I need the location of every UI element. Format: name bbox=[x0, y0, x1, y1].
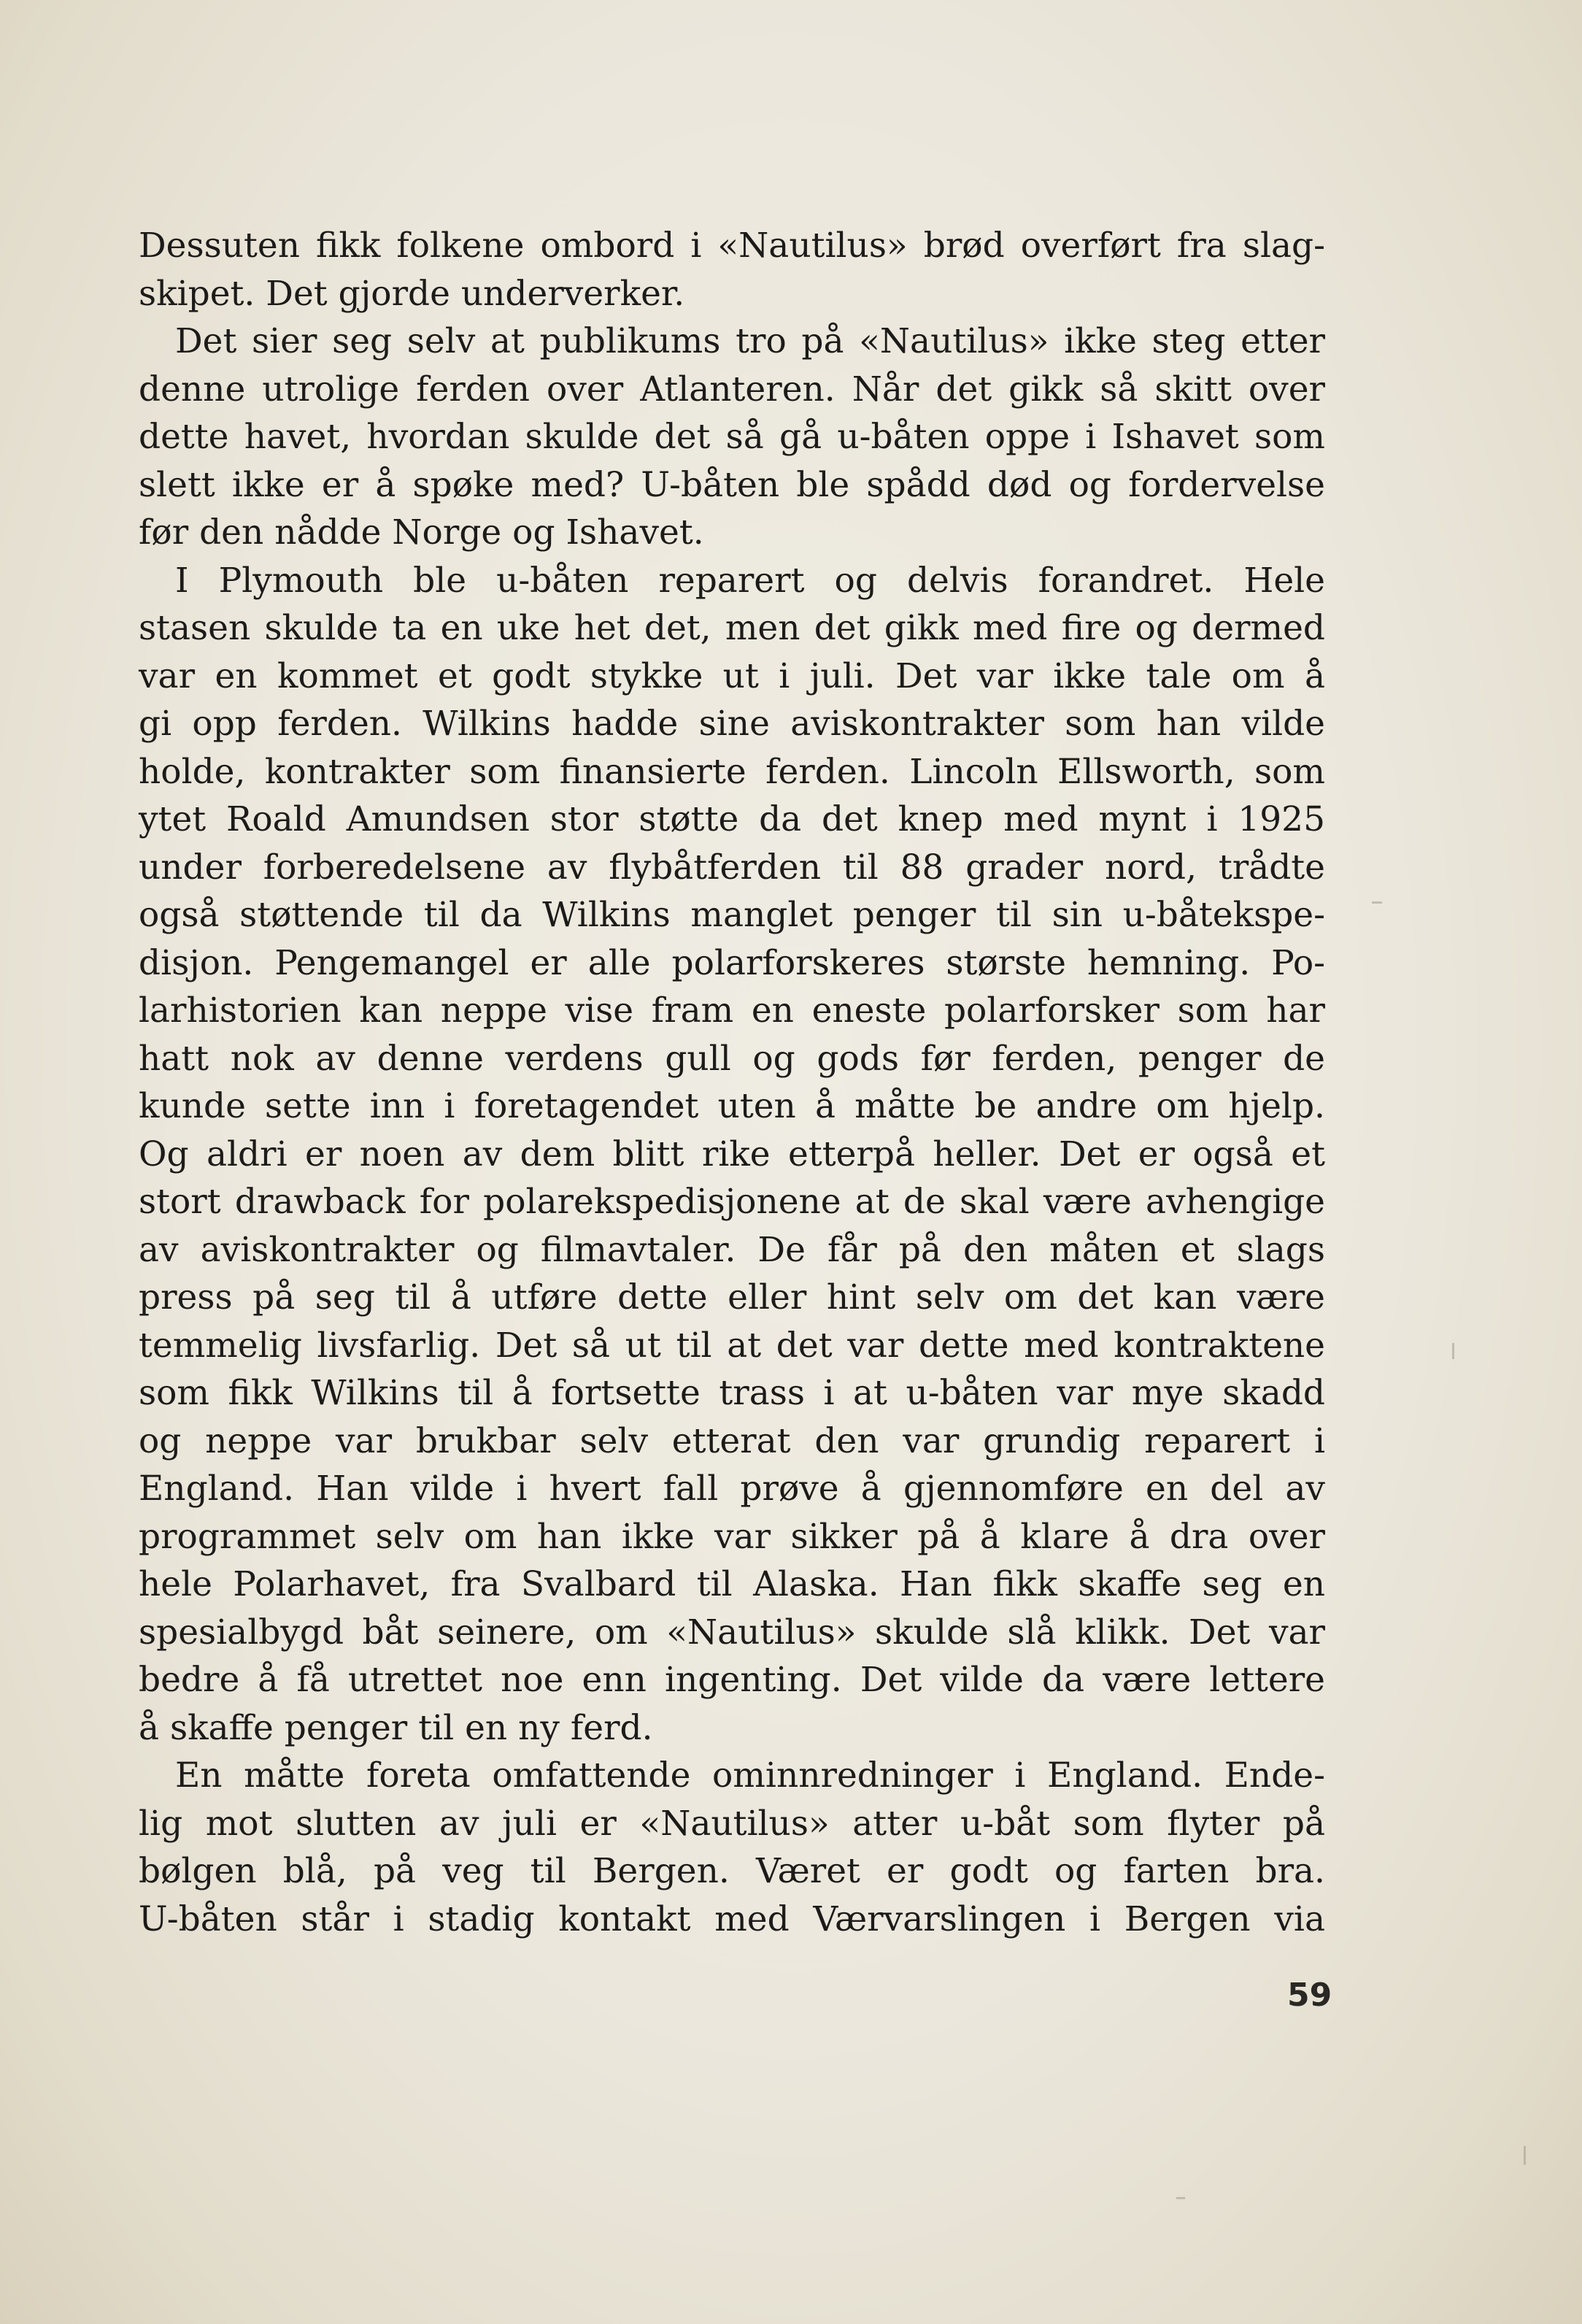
text-line: var en kommet et godt stykke ut i juli. Det var ikke tale om å bbox=[139, 655, 1325, 696]
body-text bbox=[139, 222, 1325, 1943]
paper-speck bbox=[1524, 2146, 1526, 2165]
text-line: også støttende til da Wilkins manglet penger til sin u-båtekspe- bbox=[139, 895, 1325, 935]
text-line: bølgen blå, på veg til Bergen. Været er godt og farten bra. bbox=[139, 1851, 1325, 1891]
paper-speck bbox=[1176, 2197, 1185, 2199]
text-line: av aviskontrakter og filmavtaler. De får på den måten et slags bbox=[139, 1229, 1325, 1270]
text-line: En måtte foreta omfattende ominnredninger i England. Ende- bbox=[175, 1755, 1325, 1796]
text-line: larhistorien kan neppe vise fram en eneste polarforsker som har bbox=[139, 990, 1325, 1031]
text-line: disjon. Pengemangel er alle polarforskeres største hemning. Po- bbox=[139, 942, 1325, 983]
text-line: denne utrolige ferden over Atlanteren. Når det gikk så skitt over bbox=[139, 369, 1325, 409]
text-line: hele Polarhavet, fra Svalbard til Alaska. Han fikk skaffe seg en bbox=[139, 1564, 1325, 1604]
page-number: 59 bbox=[1287, 1977, 1332, 2014]
text-line: gi opp ferden. Wilkins hadde sine aviskontrakter som han vilde bbox=[139, 704, 1325, 744]
text-line: som fikk Wilkins til å fortsette trass i at u-båten var mye skadd bbox=[139, 1373, 1325, 1413]
text-line: kunde sette inn i foretagendet uten å måtte be andre om hjelp. bbox=[139, 1086, 1325, 1126]
text-line: Dessuten fikk folkene ombord i «Nautilus» brød overført fra slag- bbox=[139, 226, 1325, 266]
text-line: før den nådde Norge og Ishavet. bbox=[139, 512, 704, 553]
text-line: og neppe var brukbar selv etterat den var grundig reparert i bbox=[139, 1420, 1325, 1461]
text-line: ytet Roald Amundsen stor støtte da det knep med mynt i 1925 bbox=[139, 799, 1325, 839]
text-line: å skaffe penger til en ny ferd. bbox=[139, 1707, 653, 1748]
text-line: press på seg til å utføre dette eller hint selv om det kan være bbox=[139, 1277, 1325, 1317]
text-line: hatt nok av denne verdens gull og gods før ferden, penger de bbox=[139, 1038, 1325, 1079]
text-line: Og aldri er noen av dem blitt rike etterpå heller. Det er også et bbox=[139, 1134, 1325, 1174]
text-line: Det sier seg selv at publikums tro på «Nautilus» ikke steg etter bbox=[175, 321, 1325, 361]
text-line: holde, kontrakter som finansierte ferden. Lincoln Ellsworth, som bbox=[139, 751, 1325, 792]
text-line: temmelig livsfarlig. Det så ut til at det var dette med kontraktene bbox=[139, 1325, 1325, 1366]
text-line: skipet. Det gjorde underverker. bbox=[139, 273, 685, 314]
text-line: lig mot slutten av juli er «Nautilus» atter u-båt som flyter på bbox=[139, 1803, 1325, 1844]
text-line: I Plymouth ble u-båten reparert og delvis forandret. Hele bbox=[175, 560, 1325, 601]
paper-speck bbox=[1372, 901, 1382, 904]
text-line: stort drawback for polarekspedisjonene at de skal være avhengige bbox=[139, 1182, 1325, 1222]
text-line: England. Han vilde i hvert fall prøve å gjennomføre en del av bbox=[139, 1469, 1325, 1509]
text-line: dette havet, hvordan skulde det så gå u-båten oppe i Ishavet som bbox=[139, 417, 1325, 457]
text-line: U-båten står i stadig kontakt med Værvarslingen i Bergen via bbox=[139, 1898, 1325, 1939]
text-line: under forberedelsene av flybåtferden til 88 grader nord, trådte bbox=[139, 847, 1325, 888]
text-line: spesialbygd båt seinere, om «Nautilus» skulde slå klikk. Det var bbox=[139, 1612, 1325, 1652]
paper-speck bbox=[1452, 1343, 1454, 1359]
text-line: slett ikke er å spøke med? U-båten ble spådd død og fordervelse bbox=[139, 464, 1325, 505]
text-line: stasen skulde ta en uke het det, men det gikk med fire og dermed bbox=[139, 608, 1325, 648]
text-line: bedre å få utrettet noe enn ingenting. Det vilde da være lettere bbox=[139, 1660, 1325, 1700]
text-line: programmet selv om han ikke var sikker på å klare å dra over bbox=[139, 1516, 1325, 1557]
